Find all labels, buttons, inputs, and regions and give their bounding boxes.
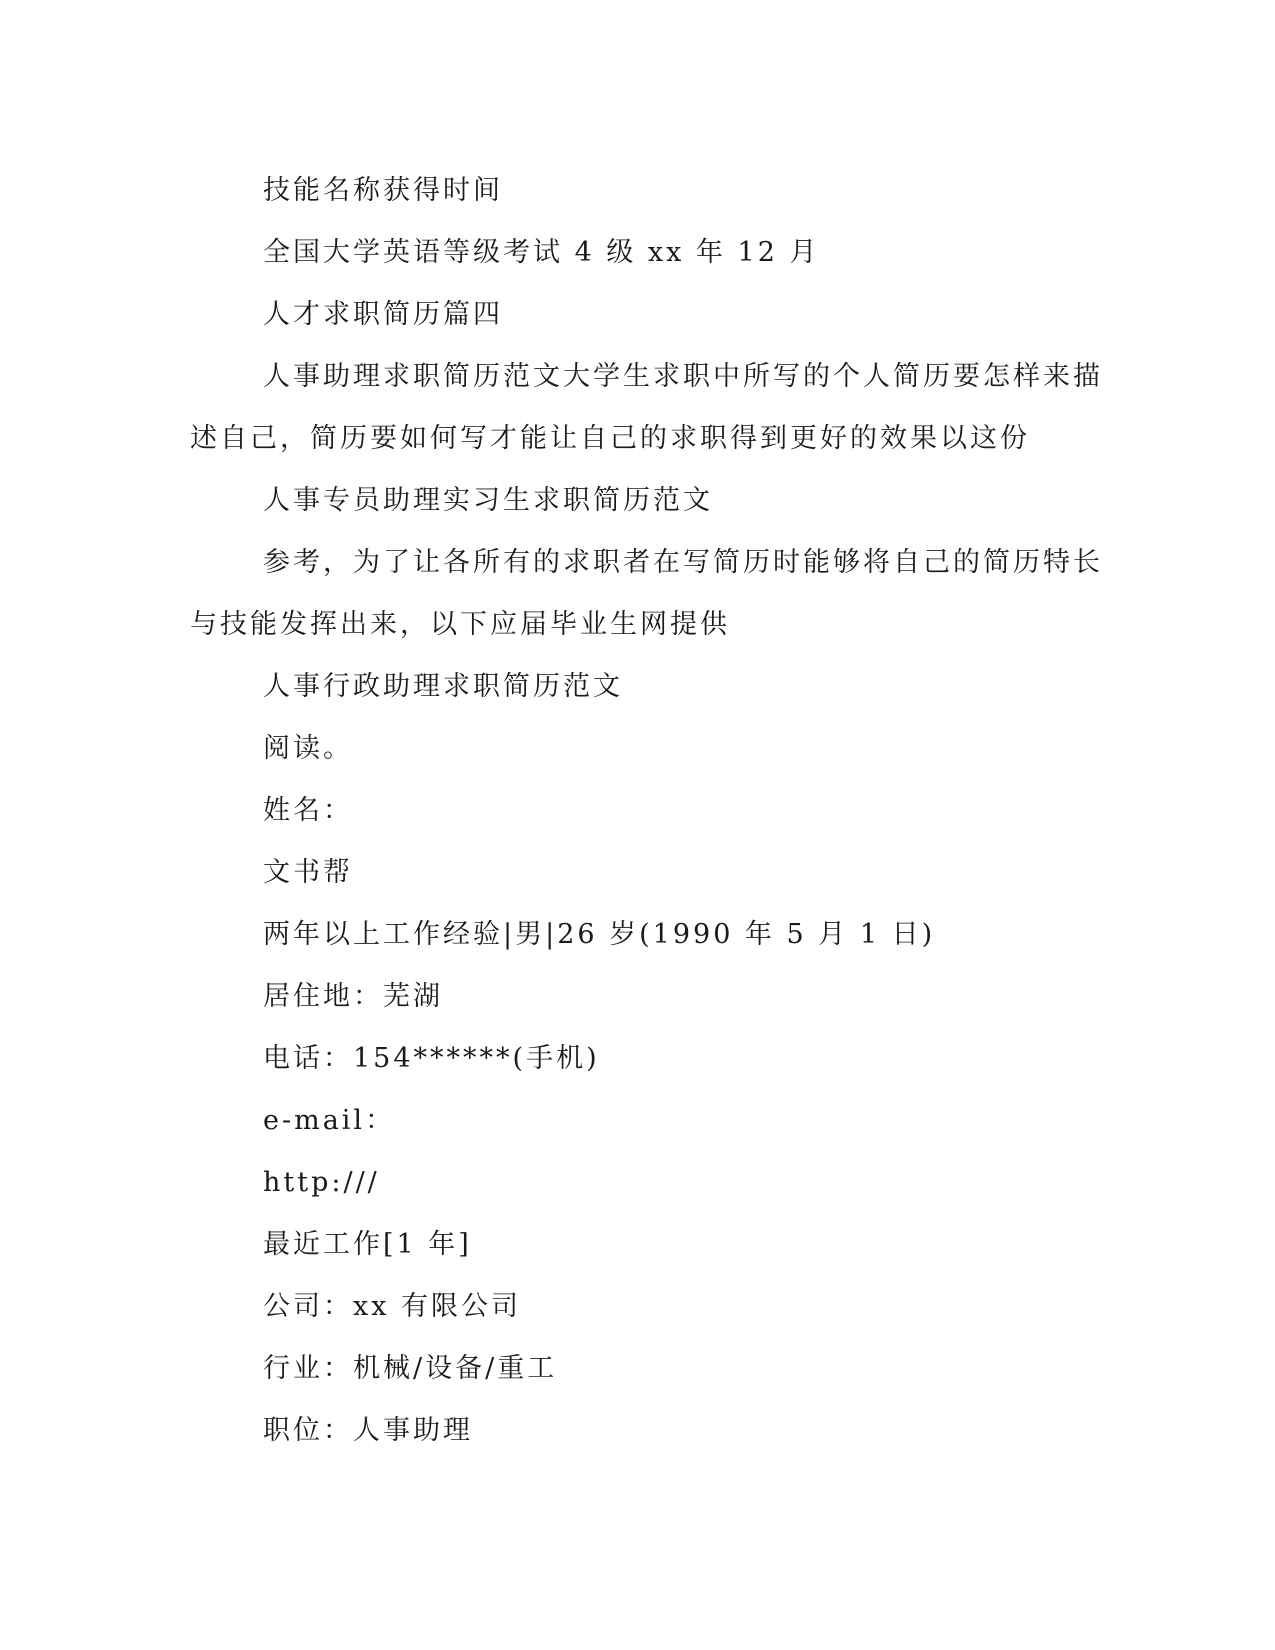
paragraph-intro-line-2: 述自己，简历要如何写才能让自己的求职得到更好的效果以这份 (190, 423, 1030, 454)
paragraph-read: 阅读。 (263, 733, 353, 764)
field-residence: 居住地：芜湖 (263, 981, 443, 1012)
field-phone: 电话：154******(手机) (263, 1043, 600, 1074)
paragraph-reference-line-1: 参考，为了让各所有的求职者在写简历时能够将自己的简历特长 (263, 547, 1103, 578)
field-url: http:/// (263, 1167, 380, 1198)
paragraph-intro-line-1: 人事助理求职简历范文大学生求职中所写的个人简历要怎样来描 (263, 361, 1103, 392)
section-heading: 人才求职简历篇四 (263, 299, 503, 330)
paragraph-title-admin: 人事行政助理求职简历范文 (263, 671, 623, 702)
field-position: 职位：人事助理 (263, 1415, 473, 1446)
field-name-label: 姓名： (263, 795, 353, 826)
field-profile-summary: 两年以上工作经验|男|26 岁(1990 年 5 月 1 日) (263, 919, 936, 950)
document-body (190, 160, 1103, 1462)
paragraph-cet4: 全国大学英语等级考试 4 级 xx 年 12 月 (263, 237, 820, 268)
field-company: 公司：xx 有限公司 (263, 1291, 522, 1322)
field-industry: 行业：机械/设备/重工 (263, 1353, 558, 1384)
paragraph-skill-header: 技能名称获得时间 (263, 175, 503, 206)
field-recent-work: 最近工作[1 年] (263, 1229, 472, 1260)
paragraph-reference-line-2: 与技能发挥出来，以下应届毕业生网提供 (190, 609, 730, 640)
field-email: e-mail： (263, 1105, 396, 1136)
field-name-value: 文书帮 (263, 857, 353, 888)
paragraph-title-intern: 人事专员助理实习生求职简历范文 (263, 485, 713, 516)
